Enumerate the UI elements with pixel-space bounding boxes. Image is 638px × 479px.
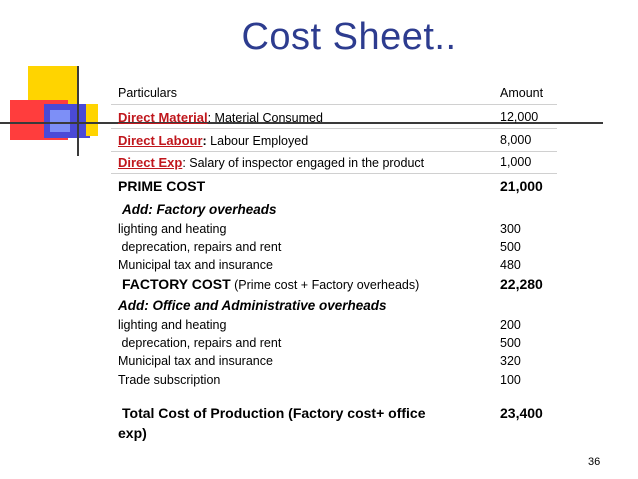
direct-exp-amount: 1,000 (500, 155, 532, 169)
factory-item-label: Municipal tax and insurance (118, 258, 273, 272)
page-title: Cost Sheet.. (241, 16, 457, 58)
direct-labour-desc: Labour Employed (206, 134, 309, 148)
office-item-label: Municipal tax and insurance (118, 354, 273, 368)
header-amount: Amount (500, 86, 544, 100)
row-separator (111, 173, 557, 174)
deco-yellow-small (86, 104, 98, 136)
deco-vertical-line (77, 66, 79, 156)
factory-item-amount: 480 (500, 258, 521, 272)
direct-material-desc: : Material Consumed (207, 111, 323, 125)
office-item-label: lighting and heating (118, 318, 227, 332)
direct-labour-colon: : (202, 134, 207, 148)
factory-cost-note: (Prime cost + Factory overheads) (230, 278, 420, 292)
direct-material-amount: 12,000 (500, 110, 539, 124)
total-cost-label-line1: Total Cost of Production (Factory cost+ office (122, 405, 426, 421)
total-cost-label-line2: exp) (118, 425, 147, 441)
factory-cost-label: FACTORY COST (122, 276, 231, 292)
prime-cost-amount: 21,000 (500, 178, 543, 194)
row-separator (111, 128, 557, 129)
row-separator (111, 104, 557, 105)
office-item-amount: 200 (500, 318, 521, 332)
direct-exp-desc: : Salary of inspector engaged in the product (182, 156, 425, 170)
office-item-label: deprecation, repairs and rent (118, 336, 282, 350)
page-number: 36 (588, 456, 601, 468)
factory-overheads-heading: Add: Factory overheads (122, 202, 277, 217)
office-overheads-heading: Add: Office and Administrative overheads (118, 298, 387, 313)
direct-exp-cell (118, 155, 424, 170)
factory-cost-amount: 22,280 (500, 276, 543, 292)
direct-labour-label: Direct Labour (118, 133, 203, 148)
office-item-amount: 320 (500, 354, 521, 368)
prime-cost-label: PRIME COST (118, 178, 206, 194)
deco-light-blue-square (50, 110, 70, 132)
direct-labour-amount: 8,000 (500, 133, 532, 147)
direct-material-label: Direct Material (118, 110, 208, 125)
direct-material-cell (118, 110, 323, 125)
factory-item-label: lighting and heating (118, 222, 227, 236)
factory-item-amount: 300 (500, 222, 521, 236)
office-item-amount: 100 (500, 373, 521, 387)
total-cost-amount: 23,400 (500, 405, 543, 421)
row-separator (111, 151, 557, 152)
office-item-label: Trade subscription (118, 373, 221, 387)
factory-cost-cell (122, 276, 419, 292)
factory-item-label: deprecation, repairs and rent (118, 240, 282, 254)
direct-labour-cell (118, 133, 308, 148)
factory-item-amount: 500 (500, 240, 521, 254)
direct-exp-label: Direct Exp (118, 155, 183, 170)
header-particulars: Particulars (118, 86, 178, 100)
office-item-amount: 500 (500, 336, 521, 350)
